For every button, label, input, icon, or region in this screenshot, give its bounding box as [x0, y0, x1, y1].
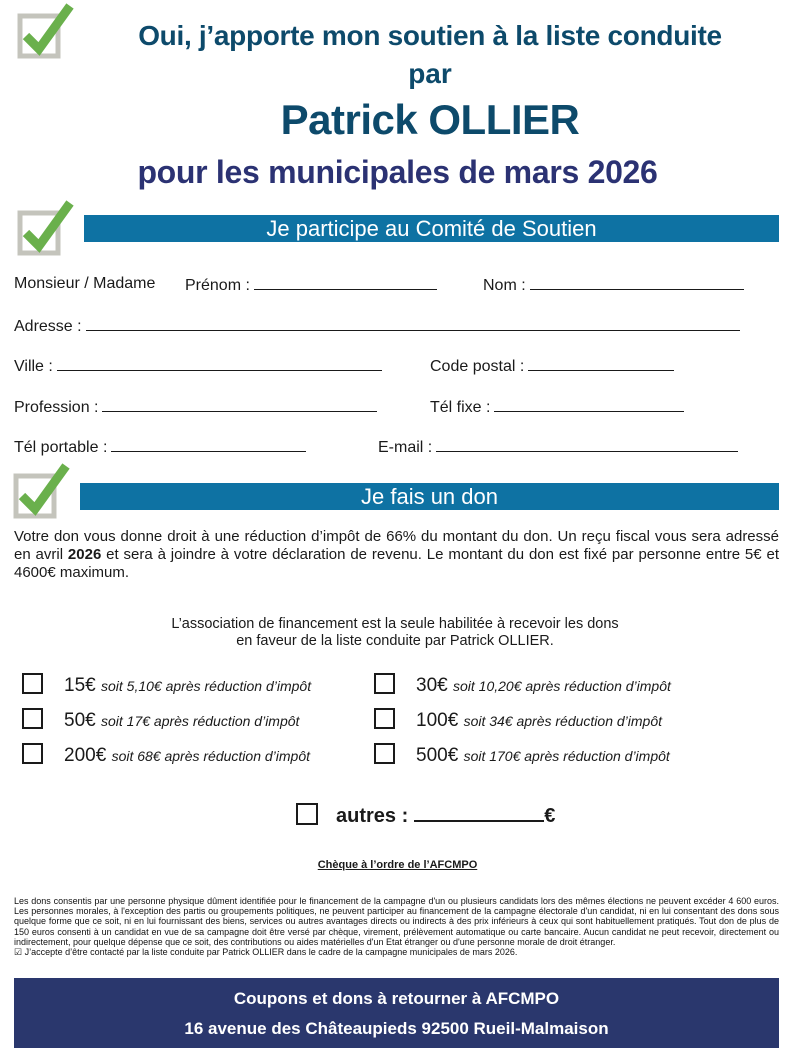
support-heading: Oui, j’apporte mon soutien à la liste conduite — [138, 20, 722, 51]
tel-fixe-field[interactable] — [430, 397, 684, 417]
empty-checkbox-icon[interactable] — [374, 708, 395, 729]
email-field[interactable] — [378, 437, 738, 457]
legal-notice — [14, 896, 779, 957]
association-notice — [0, 616, 790, 650]
don-explanation — [14, 528, 779, 582]
ville-field[interactable] — [14, 356, 382, 376]
donation-option[interactable] — [22, 673, 311, 697]
code-postal-input-line[interactable] — [528, 356, 674, 371]
donation-option[interactable] — [22, 708, 299, 732]
donation-option[interactable] — [374, 743, 670, 767]
tel-portable-field[interactable] — [14, 437, 306, 457]
prenom-input-line[interactable] — [254, 275, 437, 290]
cheque-notice: Chèque à l’ordre de l’AFCMPO — [317, 859, 478, 871]
prenom-label: Prénom : — [185, 277, 250, 294]
civilite-label: Monsieur / Madame — [14, 275, 156, 292]
tel-portable-label: Tél portable : — [14, 439, 108, 456]
other-amount-input-line[interactable] — [414, 803, 544, 822]
election-subtitle: pour les municipales de mars 2026 — [137, 154, 658, 190]
email-input-line[interactable] — [436, 437, 738, 452]
code-postal-label: Code postal : — [430, 358, 525, 375]
empty-checkbox-icon[interactable] — [374, 673, 395, 694]
profession-input-line[interactable] — [102, 397, 377, 412]
footer-address: 16 avenue des Châteaupieds 92500 Rueil-Malmaison — [184, 1019, 609, 1038]
footer-line1: Coupons et dons à retourner à AFCMPO — [233, 989, 560, 1008]
consent-line[interactable] — [14, 947, 779, 957]
association-notice-line1: L’association de financement est la seule habilitée à recevoir les dons — [171, 616, 619, 632]
ville-label: Ville : — [14, 358, 53, 375]
empty-checkbox-icon[interactable] — [22, 708, 43, 729]
tel-fixe-label: Tél fixe : — [430, 399, 491, 416]
empty-checkbox-icon[interactable] — [22, 673, 43, 694]
donation-option[interactable] — [22, 743, 310, 767]
nom-label: Nom : — [483, 277, 526, 294]
other-amount-label: autres : — [336, 805, 409, 827]
donation-detail: soit 17€ après réduction d’impôt — [100, 713, 300, 729]
donation-detail: soit 34€ après réduction d’impôt — [463, 713, 663, 729]
prenom-field[interactable] — [185, 275, 437, 295]
donation-option[interactable] — [374, 673, 671, 697]
don-explanation-part1: Votre don vous donne droit à une réduction d’impôt de 66% du montant du don. Un reçu fiscal vous sera adressé en avril — [14, 528, 779, 563]
legal-text: Les dons consentis par une personne physique dûment identifiée pour le financement de la campagne d'un ou plusieurs candidats lors des mêmes élections ne peuvent excéder 4 600 euros. Les personnes morales, à l'exception des partis ou groupements politiques, ne peuvent participer au financement de la campagne électorale d'un candidat, ni en lui consentant des dons sous quelque forme que ce soit, ni en lui fournissant des biens, services ou autres avantages directs ou indirects à des prix inférieurs à ceux qui sont habituellement pratiqués. Tout don de plus de 150 euros consenti à un candidat en vue de sa campagne doit être versé par chèque, virement, prélèvement automatique ou carte bancaire. Aucun candidat ne peut recevoir, directement ou indirectement, pour quelque dépense que ce soit, des contributions ou aides matérielles d'un Etat étranger ou d'une personne morale de droit étranger. — [14, 896, 779, 947]
donation-detail: soit 68€ après réduction d’impôt — [111, 748, 311, 764]
code-postal-field[interactable] — [430, 356, 674, 376]
donation-amount: 100€ — [416, 710, 459, 731]
consent-checkbox-icon[interactable]: ☑ — [14, 947, 23, 958]
donation-amount: 500€ — [416, 745, 459, 766]
don-explanation-part2: et sera à joindre à votre déclaration de revenu. Le montant du don est fixé par personne entre 5€ et 4600€ maximum. — [14, 546, 779, 581]
association-notice-line2: en faveur de la liste conduite par Patrick OLLIER. — [236, 633, 554, 649]
email-label: E-mail : — [378, 439, 433, 456]
don-banner: Je fais un don — [80, 483, 779, 510]
profession-field[interactable] — [14, 397, 377, 417]
checked-box-icon — [10, 462, 70, 522]
empty-checkbox-icon[interactable] — [22, 743, 43, 764]
adresse-label: Adresse : — [14, 318, 82, 335]
adresse-input-line[interactable] — [86, 316, 740, 331]
donation-amount: 50€ — [64, 710, 96, 731]
donation-amount: 15€ — [64, 675, 96, 696]
ville-input-line[interactable] — [57, 356, 382, 371]
checked-box-icon — [14, 2, 74, 62]
donation-option[interactable] — [374, 708, 662, 732]
return-address-footer — [14, 978, 779, 1048]
donation-detail: soit 170€ après réduction d’impôt — [463, 748, 670, 764]
comite-banner: Je participe au Comité de Soutien — [84, 215, 779, 242]
empty-checkbox-icon[interactable] — [296, 803, 318, 825]
support-heading-par: par — [408, 58, 452, 89]
donation-detail: soit 5,10€ après réduction d’impôt — [100, 678, 312, 694]
nom-field[interactable] — [483, 275, 744, 295]
don-explanation-year: 2026 — [67, 546, 102, 563]
tel-portable-input-line[interactable] — [111, 437, 306, 452]
adresse-field[interactable] — [14, 316, 740, 336]
donation-detail: soit 10,20€ après réduction d’impôt — [452, 678, 671, 694]
donation-amount: 200€ — [64, 745, 107, 766]
checked-box-icon — [14, 199, 74, 259]
euro-symbol: € — [544, 805, 556, 827]
tel-fixe-input-line[interactable] — [494, 397, 684, 412]
profession-label: Profession : — [14, 399, 99, 416]
candidate-name: Patrick OLLIER — [280, 96, 580, 143]
other-amount-field[interactable] — [296, 803, 555, 828]
consent-text: J’accepte d’être contacté par la liste conduite par Patrick OLLIER dans le cadre de la campagne municipales de mars 2026. — [24, 947, 518, 958]
nom-input-line[interactable] — [530, 275, 744, 290]
donation-amount: 30€ — [416, 675, 448, 696]
empty-checkbox-icon[interactable] — [374, 743, 395, 764]
